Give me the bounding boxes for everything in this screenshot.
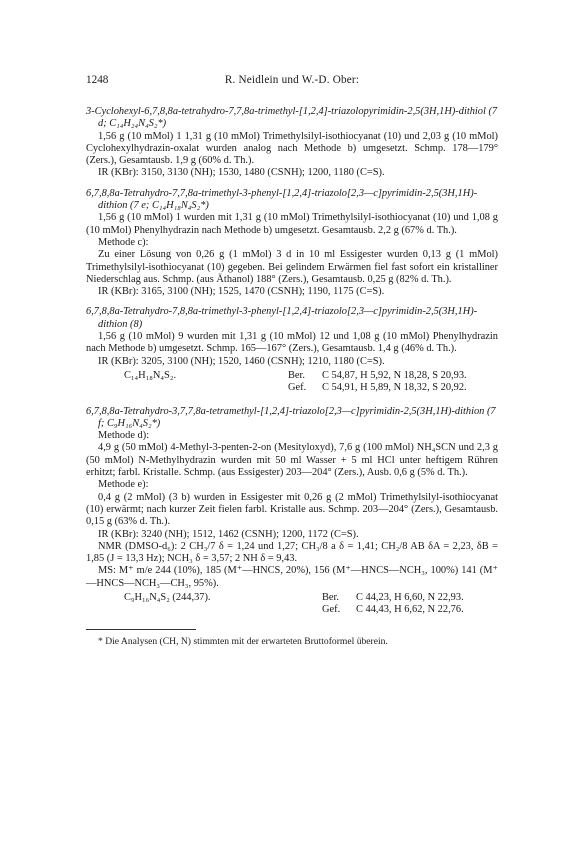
- body-paragraph: Zu einer Lösung von 0,26 g (1 mMol) 3 d in 10 ml Essigester wurden 0,13 g (1 mMol) Trimethylsilyl-isothiocyanat (10) gegeben. Bei gelindem Erwärmen fiel fast sofort ein kristalliner Niederschlag aus. Schmp. (aus Äthanol) 188° (Zers.), Gesamtausb. 0,25 g (82% d. Th.).: [86, 249, 498, 285]
- section-spacer: [86, 298, 498, 306]
- body-paragraph: IR (KBr): 3240 (NH); 1512, 1462 (CSNH); 1200, 1172 (C=S).: [98, 528, 359, 540]
- section-spacer: [86, 180, 498, 188]
- analysis-spacer: [86, 604, 322, 616]
- body-paragraph: 4,9 g (50 mMol) 4-Methyl-3-penten-2-on (Mesityloxyd), 7,6 g (100 mMol) NH₄SCN und 2,3 g (50 mMol) N-Methylhydrazin wurden mit 50 ml Wasser + 5 ml HCl unter heftigem Rühren erhitzt; farbl. Kristalle. Schmp. (aus Essigester) 203—204° (Zers.), Ausb. 0,6 g (5% d. Th.).: [86, 442, 498, 479]
- analysis-label-calc: Ber.: [322, 591, 340, 603]
- analysis-formula: C₉H₁₆N₄S₂ (244,37).: [124, 591, 211, 603]
- analysis-label-found: Gef.: [288, 382, 307, 394]
- body-paragraph: 0,4 g (2 mMol) (3 b) wurden in Essigester mit 0,26 g (2 mMol) Trimethylsilyl-isothiocyanat (10) erwärmt; nach kurzer Zeit fielen farbl. Kristalle aus. Schmp. 203—204° (Zers.), Gesamtausb. 0,15 g (63% d. Th.).: [86, 491, 498, 528]
- analysis-label-found: Gef.: [322, 604, 341, 616]
- page-number: 1248: [86, 74, 109, 86]
- compound-heading: 6,7,8,8a-Tetrahydro-3,7,7,8a-tetramethyl-[1,2,4]-triazolo[2,3—c]pyrimidin-2,5(3H,1H)-dithion (7 f; C₉H₁₆N₄S₂*): [86, 405, 496, 429]
- body-paragraph: IR (KBr): 3165, 3100 (NH); 1525, 1470 (CSNH); 1190, 1175 (C=S).: [98, 286, 385, 298]
- running-head: R. Neidlein und W.-D. Ober:: [224, 74, 360, 86]
- compound-heading: 6,7,8,8a-Tetrahydro-7,8,8a-trimethyl-3-phenyl-[1,2,4]-triazolo[2,3—c]pyrimidin-2,5(3H,1H)-dithion (8): [86, 306, 478, 330]
- analysis-calc-row: [86, 370, 498, 382]
- body-paragraph: Methode e):: [98, 479, 149, 491]
- body-paragraph: NMR (DMSO-d₆): 2 CH₃/7 δ = 1,24 und 1,27; CH₃/8 a δ = 1,41; CH₂/8 AB δA = 2,23, δB = 1,85 (J = 13,3 Hz); NCH₃ δ = 3,57; 2 NH δ = 9,43.: [86, 540, 498, 565]
- body-paragraph: Methode d):: [98, 430, 150, 442]
- analysis-found-row: [86, 604, 498, 616]
- body-paragraph: 1,56 g (10 mMol) 1 wurden mit 1,31 g (10 mMol) Trimethylsilyl-isothiocyanat (10) und 1,08 g (10 mMol) Phenylhydrazin nach Methode b) umgesetzt. Gesamtausb. 2,2 g (67% d. Th.).: [86, 212, 498, 236]
- analysis-formula: C₁₄H₁₈N₄S₂.: [124, 369, 177, 381]
- analysis-label-calc: Ber.: [288, 369, 306, 381]
- analysis-calc-row: [86, 592, 498, 604]
- elemental-analysis: [86, 370, 498, 395]
- analysis-found-values: C 44,43, H 6,62, N 22,76.: [356, 604, 464, 616]
- footnote: * Die Analysen (CH, N) stimmten mit der erwarteten Bruttoformel überein.: [98, 635, 388, 647]
- page-body: [86, 74, 498, 647]
- elemental-analysis: [86, 592, 498, 617]
- body-paragraph: Methode c):: [98, 236, 149, 248]
- section-spacer: [86, 395, 498, 406]
- analysis-spacer: [86, 382, 288, 394]
- analysis-found-row: [86, 382, 498, 394]
- body-paragraph: 1,56 g (10 mMol) 1 1,31 g (10 mMol) Trimethylsilyl-isothiocyanat (10) und 2,03 g (10 mMol) Cyclohexylhydrazin-oxalat wurden analog nach Methode b) umgesetzt. Schmp. 178—179° (Zers.), Gesamtausb. 1,9 g (60% d. Th.).: [86, 130, 498, 167]
- compound-heading: 3-Cyclohexyl-6,7,8,8a-tetrahydro-7,7,8a-trimethyl-[1,2,4]-triazolopyrimidin-2,5(3H,1H)-dithiol (7 d; C₁₄H₂₄N₄S₂*): [86, 106, 498, 130]
- analysis-found-values: C 54,91, H 5,89, N 18,32, S 20,92.: [322, 382, 467, 394]
- body-paragraph: MS: M⁺ m/e 244 (10%), 185 (M⁺—HNCS, 20%), 156 (M⁺—HNCS—NCH₃, 100%) 141 (M⁺—HNCS—NCH₃—CH₃, 95%).: [86, 565, 498, 589]
- running-header: [86, 74, 498, 88]
- body-paragraph: IR (KBr): 3205, 3100 (NH); 1520, 1460 (CSNH); 1210, 1180 (C=S).: [98, 355, 385, 367]
- body-paragraph: IR (KBr): 3150, 3130 (NH); 1530, 1480 (CSNH); 1200, 1180 (C=S).: [98, 167, 385, 179]
- article-text: [86, 106, 498, 617]
- analysis-calc-values: C 54,87, H 5,92, N 18,28, S 20,93.: [322, 369, 467, 381]
- compound-heading: 6,7,8,8a-Tetrahydro-7,7,8a-trimethyl-3-phenyl-[1,2,4]-triazolo[2,3—c]pyrimidin-2,5(3H,1H)-dithion (7 e; C₁₄H₁₈N₄S₂*): [86, 187, 478, 212]
- footnote-rule: [86, 629, 196, 630]
- analysis-calc-values: C 44,23, H 6,60, N 22,93.: [356, 591, 464, 603]
- body-paragraph: 1,56 g (10 mMol) 9 wurden mit 1,31 g (10 mMol) 12 und 1,08 g (10 mMol) Phenylhydrazin nach Methode b) umgesetzt. Schmp. 165—167° (Zers.), Gesamtausb. 1,4 g (46% d. Th.).: [86, 331, 498, 355]
